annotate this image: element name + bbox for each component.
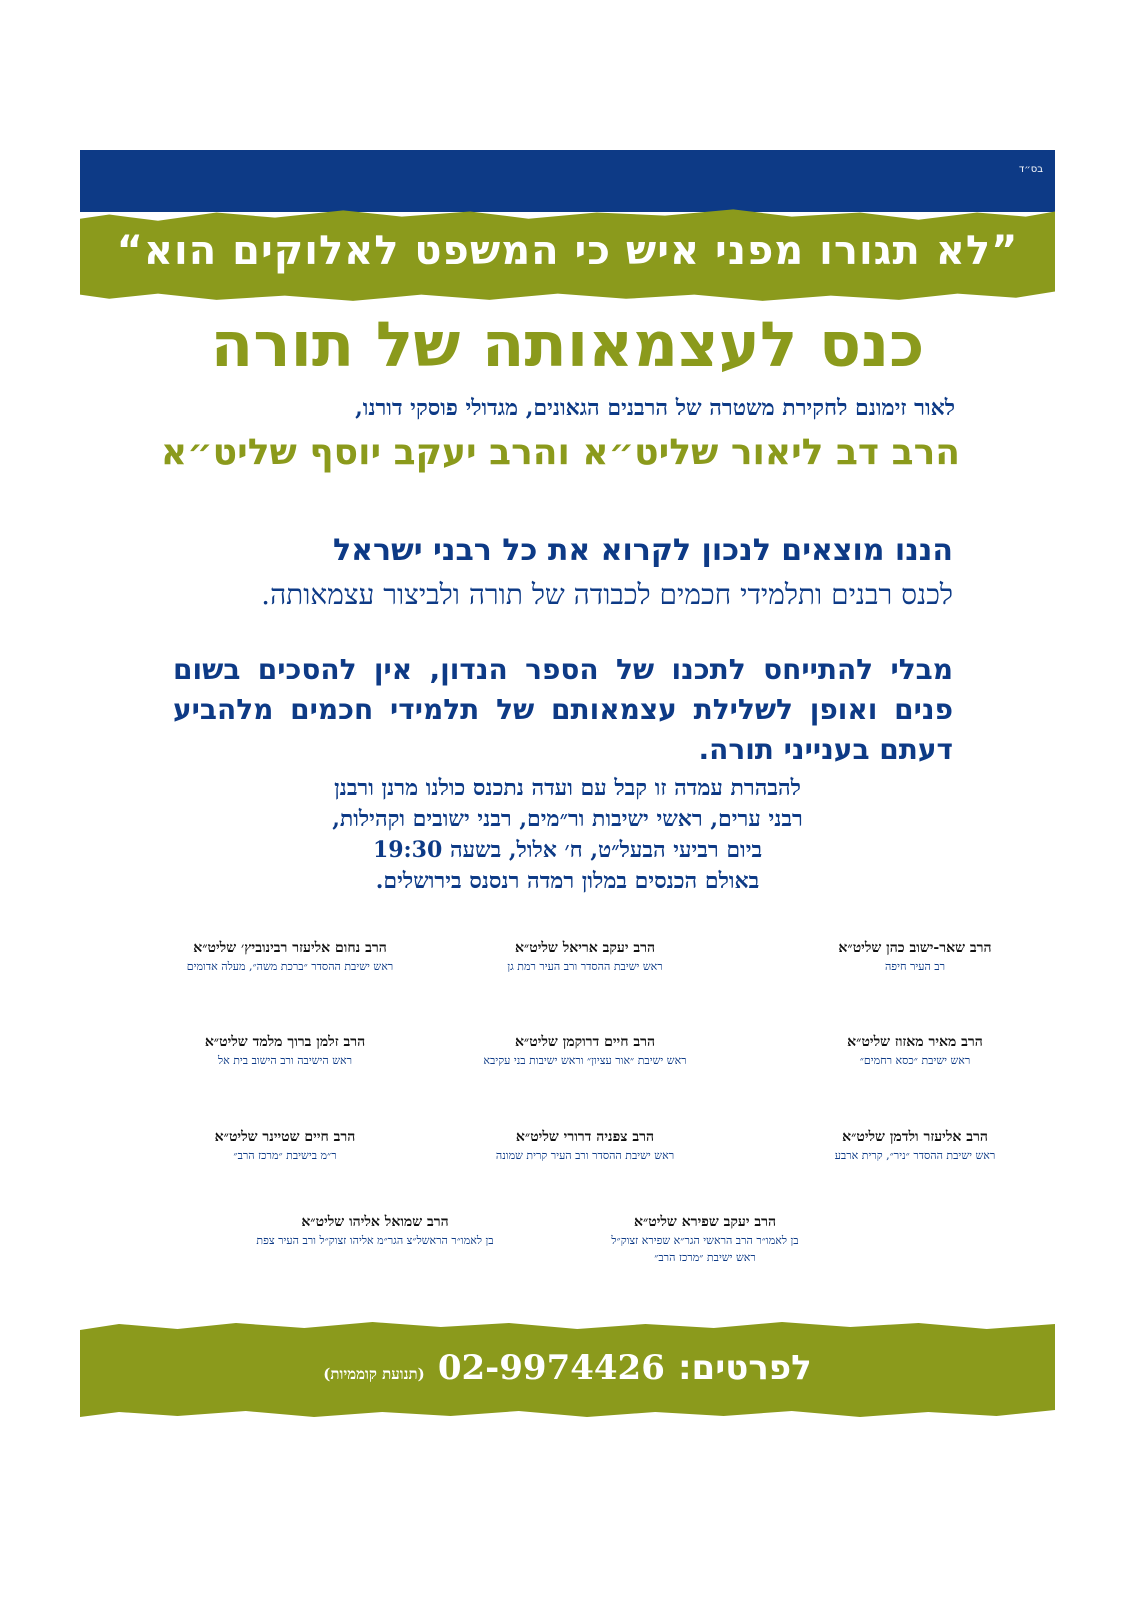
- signatory-role: ראש ישיבת ההסדר ״ניר״, קרית ארבע: [834, 1149, 996, 1162]
- signatory-role: ראש ישיבת ההסדר ורב העיר רמת גן: [507, 960, 663, 973]
- poster: [80, 150, 1055, 1450]
- signatory-name: הרב חיים שטיינר שליט״א: [214, 1129, 356, 1145]
- call-body-2: מבלי להתייחס לתכנו של הספר הנדון, אין להסכים בשום פנים ואופן לשלילת עצמאותם של תלמידי חכמים מלהביע דעתם בענייני תורה.: [173, 653, 953, 766]
- intro-line-2: הרב דב ליאור שליט״א והרב יעקב יוסף שליט״א: [160, 432, 960, 473]
- signatory: [445, 1127, 725, 1164]
- page-title: כנס לעצמאותה של תורה: [210, 308, 925, 381]
- signatory: [195, 1212, 555, 1249]
- signatory-role: ראש ישיבת ״כסא רחמים״: [859, 1054, 971, 1067]
- signatory-name: הרב יעקב אריאל שליט״א: [514, 940, 656, 956]
- contact-details: [80, 1348, 1055, 1388]
- signatory-role-2: ראש ישיבת ״מרכז הרב״: [654, 1251, 756, 1264]
- signatory-role: רב העיר חיפה: [884, 960, 946, 973]
- call-heading: הננו מוצאים לנכון לקרוא את כל רבני ישראל: [332, 533, 953, 568]
- signatory-name: הרב שמואל אליהו שליט״א: [301, 1214, 449, 1230]
- phone-number: 02-9974426: [437, 1348, 665, 1388]
- intro-line-1: לאור זימונם לחקירת משטרה של הרבנים הגאונים, מגדולי פוסקי דורנו,: [355, 395, 955, 421]
- signatory-name: הרב חיים דרוקמן שליט״א: [514, 1034, 656, 1050]
- signatory-name: הרב מאיר מאזוז שליט״א: [847, 1034, 983, 1050]
- signatory-role: ראש ישיבת ״אור עציון״ וראש ישיבות בני עקיבא: [483, 1054, 687, 1067]
- signatory-role: ראש ישיבת ההסדר ״ברכת משה״, מעלה אדומים: [186, 960, 394, 973]
- signatory-role: ר״מ בישיבת ״מרכז הרב״: [233, 1149, 337, 1162]
- signatory-role: בן לאמו״ר הרב הראשי הגר״א שפירא זצוק״ל: [611, 1234, 799, 1247]
- top-blue-band: [80, 150, 1055, 212]
- signatory: [445, 1032, 725, 1069]
- signatory: [795, 1127, 1035, 1164]
- signatory: [445, 938, 725, 975]
- signatory: [155, 1032, 415, 1069]
- call-body-1: לכנס רבנים ותלמידי חכמים לכבודה של תורה ולביצור עצמאותה.: [261, 578, 953, 611]
- signatory-role: ראש הישיבה ורב הישוב בית אל: [217, 1054, 353, 1067]
- signatory: [155, 1127, 415, 1164]
- bsd-mark: בס״ד: [1018, 164, 1043, 175]
- signatory-name: הרב אליעזר ולדמן שליט״א: [842, 1129, 988, 1145]
- signatory-role: בן לאמו״ר הראשל״צ הגר״מ אליהו זצוק״ל ורב העיר צפת: [256, 1234, 494, 1247]
- event-line-4: באולם הכנסים במלון רמדה רנסנס בירושלים.: [375, 868, 760, 894]
- signatory-name: הרב שאר-ישוב כהן שליט״א: [838, 940, 992, 956]
- event-line-2: רבני ערים, ראשי ישיבות ור״מים, רבני ישובים וקהילות,: [332, 806, 803, 832]
- event-line-3: ביום רביעי הבעל״ט, ח׳ אלול, בשעה 19:30: [372, 837, 763, 863]
- event-line-1: להבהרת עמדה זו קבל עם ועדה נתכנס כולנו מרנן ורבנן: [334, 775, 801, 801]
- signatory: [795, 1032, 1035, 1069]
- event-details: [80, 773, 1055, 897]
- signatory-role: ראש ישיבת ההסדר ורב העיר קרית שמונה: [495, 1149, 675, 1162]
- signatory-name: הרב זלמן ברוך מלמד שליט״א: [204, 1034, 366, 1050]
- signatory-name: הרב נחום אליעזר רבינוביץ׳ שליט״א: [193, 940, 387, 956]
- header-quote: ”לא תגורו מפני איש כי המשפט לאלוקים הוא“: [116, 228, 1019, 274]
- signatory: [130, 938, 450, 975]
- signatory: [795, 938, 1035, 975]
- signatory-name: הרב צפניה דרורי שליט״א: [515, 1129, 655, 1145]
- details-label: לפרטים:: [677, 1348, 812, 1388]
- signatory-name: הרב יעקב שפירא שליט״א: [633, 1214, 777, 1230]
- organization-name: (תנועת קוממיות): [323, 1365, 425, 1383]
- signatory: [555, 1212, 855, 1266]
